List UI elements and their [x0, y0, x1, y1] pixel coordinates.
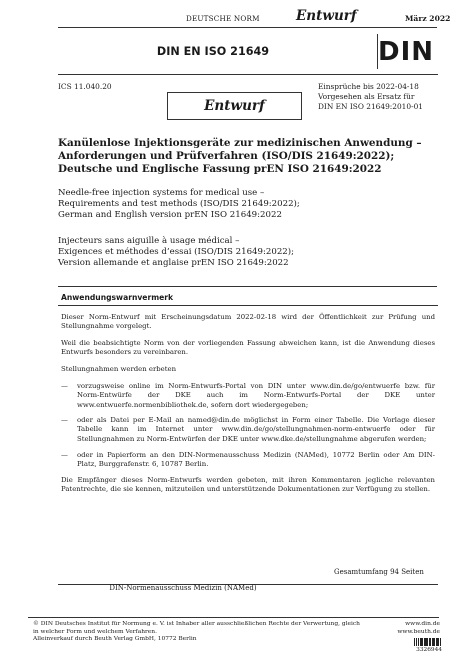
- title-english-line: German and English version prEN ISO 21649:2022: [58, 210, 282, 221]
- list-item-text: oder als Datei per E-Mail an named@din.de möglichst in Form einer Tabelle. Die Vorlage dieser Tabelle kann im Internet unter www.din.de/go/stellungnahmen-norm-entwuerfe oder für Stellungnahmen zu Norm-Entwürfen der DKE unter www.dke.de/stellungnahme abgerufen werden;: [77, 416, 435, 443]
- draft-stamp: [167, 92, 302, 120]
- title-french-line: Injecteurs sans aiguille à usage médical –: [58, 236, 240, 246]
- copyright-line: © DIN Deutsches Institut für Normung e. V. ist Inhaber aller ausschließlichen Rechte der Verwertung, gleich in welcher Form und welchem Verfahren.: [33, 621, 360, 635]
- title-french-line: Exigences et méthodes d’essai (ISO/DIS 21649:2022);: [58, 247, 295, 258]
- committee-name: DIN-Normenausschuss Medizin (NAMed): [109, 584, 257, 592]
- din-logo-text: DIN: [378, 36, 435, 67]
- warning-list-item: [61, 416, 435, 444]
- title-french: [58, 236, 438, 270]
- warning-paragraph: Dieser Norm-Entwurf mit Erscheinungsdatum 2022-02-18 wird der Öffentlichkeit zur Prüfung und Stellungnahme vorgelegt.: [61, 313, 435, 331]
- title-german-line: Anforderungen und Prüfverfahren (ISO/DIS 21649:2022);: [58, 150, 395, 163]
- din-logo: [377, 34, 434, 69]
- title-english: [58, 188, 438, 222]
- copyright-notice: [33, 621, 363, 644]
- list-dash: —: [61, 416, 68, 424]
- draft-stamp-text: Entwurf: [204, 98, 265, 114]
- warning-paragraph: Weil die beabsichtigte Norm von der vorliegenden Fassung abweichen kann, ist die Anwendung dieses Entwurfs besonders zu vereinbaren.: [61, 339, 435, 357]
- header-norm-type: DEUTSCHE NORM: [186, 14, 260, 23]
- distributor-line: Alleinverkauf durch Beuth Verlag GmbH, 10772 Berlin: [33, 636, 197, 643]
- objection-deadline: Einsprüche bis 2022-04-18: [318, 82, 419, 91]
- section-rule: [58, 286, 437, 287]
- barcode-icon: [414, 638, 441, 646]
- header-date: März 2022: [405, 14, 451, 23]
- list-item-text: vorzugsweise online im Norm-Entwurfs-Portal von DIN unter www.din.de/go/entwuerfe bzw. für Norm-Entwürfe der DKE auch im Norm-Entwurfs-Portal der DKE unter www.entwuerfe.normenbibliothek.de, sofern dort wiedergegeben;: [77, 382, 435, 409]
- footer-links: [392, 621, 440, 636]
- document-number: 3326944: [416, 647, 442, 653]
- standard-number: DIN EN ISO 21649: [156, 45, 270, 58]
- title-french-line: Version allemande et anglaise prEN ISO 21649:2022: [58, 258, 289, 269]
- list-item-text: oder in Papierform an den DIN-Normenausschuss Medizin (NAMed), 10772 Berlin oder Am DIN-Platz, Burggrafenstr. 6, 10787 Berlin.: [77, 451, 435, 469]
- warning-heading: Anwendungswarnvermerk: [58, 290, 438, 306]
- header-draft-label: Entwurf: [296, 8, 357, 24]
- ics-code: ICS 11.040.20: [58, 82, 112, 91]
- beuth-website-link[interactable]: www.beuth.de: [397, 628, 440, 635]
- warning-paragraph: Stellungnahmen werden erbeten: [61, 365, 177, 373]
- footer-rule: [28, 617, 439, 618]
- title-german-line: Kanülenlose Injektionsgeräte zur medizinischen Anwendung –: [58, 137, 422, 149]
- list-dash: —: [61, 451, 68, 459]
- total-pages: Gesamtumfang 94 Seiten: [334, 568, 424, 576]
- standard-title-block: [58, 30, 438, 75]
- application-warning: [58, 290, 438, 585]
- title-german-line: Deutsche und Englische Fassung prEN ISO 21649:2022: [58, 163, 382, 176]
- warning-list-item: [61, 451, 435, 470]
- replacement-standard: DIN EN ISO 21649:2010-01: [318, 102, 423, 112]
- warning-paragraph: Die Empfänger dieses Norm-Entwurfs werden gebeten, mit ihren Kommentaren jegliche relevanten Patentrechte, die sie kennen, mitzuteilen und unterstützende Dokumentationen zur Verfügung zu stellen.: [61, 476, 435, 494]
- warning-list-item: [61, 382, 435, 410]
- din-website-link[interactable]: www.din.de: [405, 621, 440, 627]
- header-rule: [58, 27, 437, 28]
- objection-info: [318, 82, 423, 113]
- list-dash: —: [61, 382, 68, 390]
- title-english-line: Needle-free injection systems for medical use –: [58, 188, 265, 198]
- title-english-line: Requirements and test methods (ISO/DIS 21649:2022);: [58, 199, 300, 210]
- title-german: [58, 137, 438, 177]
- replacement-label: Vorgesehen als Ersatz für: [318, 92, 415, 102]
